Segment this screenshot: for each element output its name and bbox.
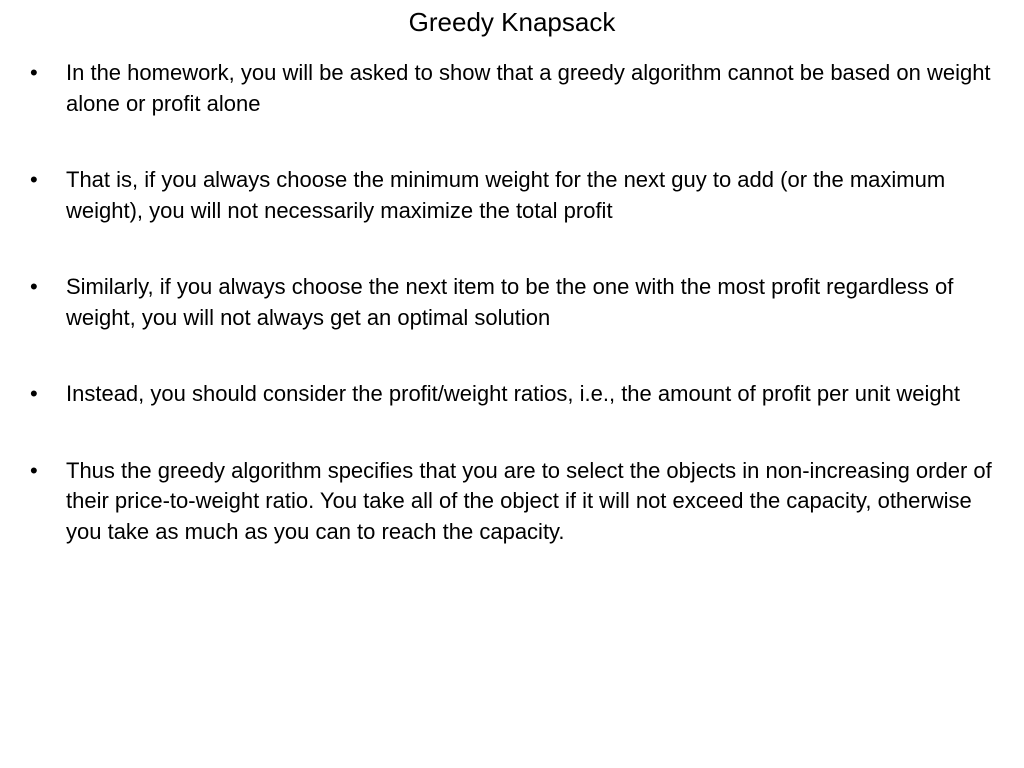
bullet-text: That is, if you always choose the minimum weight for the next guy to add (or the maximum weight), you will not necessarily maximize the total profit [66, 167, 946, 223]
bullet-text: Similarly, if you always choose the next item to be the one with the most profit regardless of weight, you will not always get an optimal solution [66, 274, 954, 330]
bullet-list [30, 58, 1005, 547]
bullet-marker: • [30, 457, 38, 483]
bullet-item-profit-weight-ratios [30, 379, 1005, 410]
bullet-marker: • [30, 60, 38, 85]
bullet-marker: • [30, 274, 38, 299]
slide-title: Greedy Knapsack [408, 7, 616, 37]
bullet-item-minimum-weight [30, 165, 1005, 226]
bullet-text: In the homework, you will be asked to show that a greedy algorithm cannot be based on weight alone or profit alone [66, 60, 991, 116]
bullet-marker: • [30, 381, 38, 406]
bullet-item-weight-or-profit [30, 58, 1005, 119]
bullet-item-greedy-rule [30, 456, 1005, 548]
bullet-item-most-profit [30, 272, 1005, 333]
bullet-text: Instead, you should consider the profit/weight ratios, i.e., the amount of profit per unit weight [66, 381, 960, 406]
bullet-text: Thus the greedy algorithm specifies that you are to select the objects in non-increasing order of their price-to-weight ratio. You take all of the object if it will not exceed the capacity, otherwise you take as much as you can to reach the capacity. [66, 457, 992, 544]
bullet-marker: • [30, 167, 38, 192]
